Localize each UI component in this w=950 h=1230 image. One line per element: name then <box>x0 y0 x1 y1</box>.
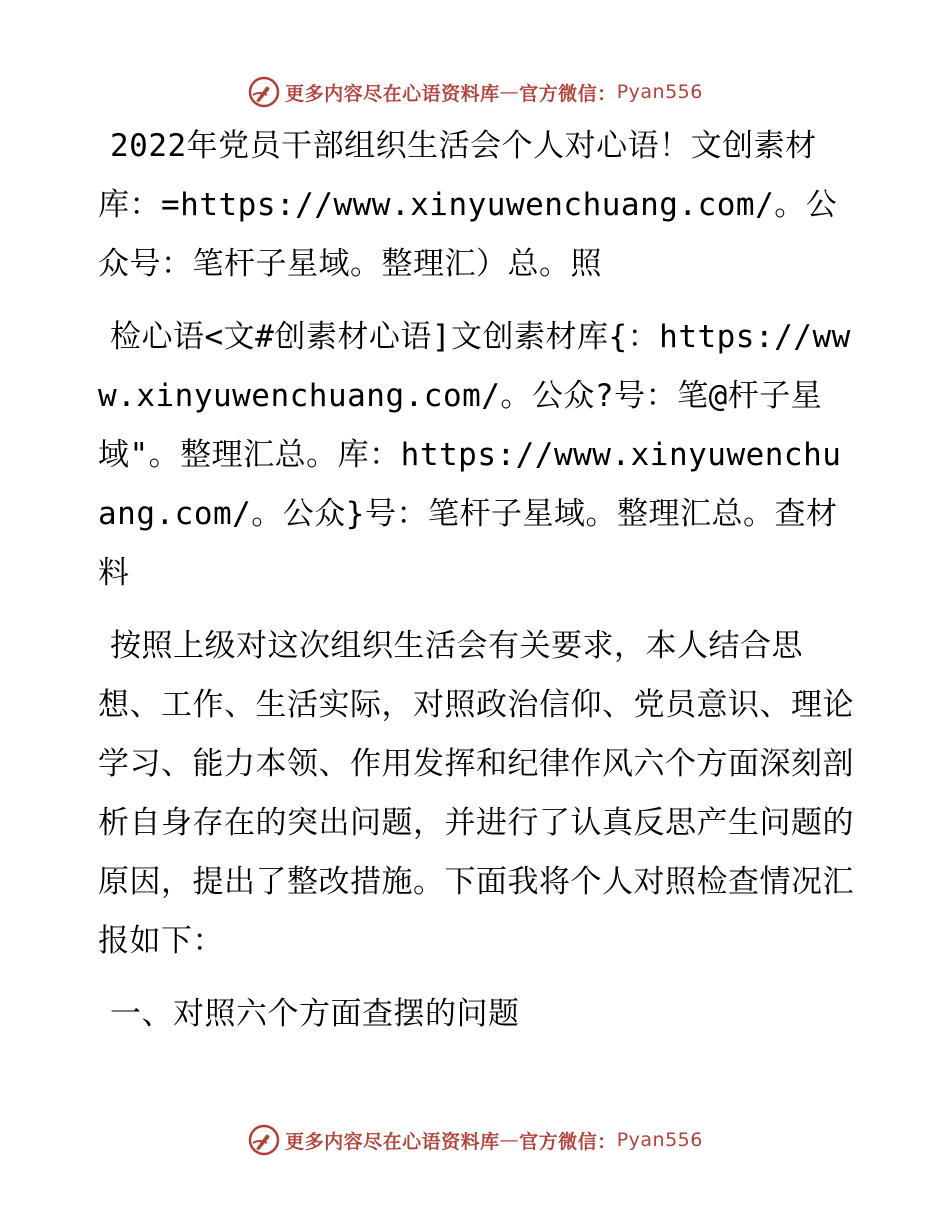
paragraph-notice: 检心语<文#创素材心语]文创素材库{：https://www.xinyuwenchuang.com/。公众?号：笔@杆子星域"。整理汇总。库：https://www.xinyuwenchuang.com/。公众}号：笔杆子星域。整理汇总。查材料 <box>98 319 851 591</box>
banner-main-text: 更多内容尽在心语资料库 <box>285 1130 500 1153</box>
banner-wechat-id: Pyan556 <box>616 81 703 103</box>
banner-wechat-label: 官方微信： <box>519 82 617 105</box>
paragraph-intro: 按照上级对这次组织生活会有关要求，本人结合思想、工作、生活实际，对照政治信仰、党员意识、理论学习、能力本领、作用发挥和纪律作风六个方面深刻剖析自身存在的突出问题，并进行了认真反思产生问题的原因，提出了整改措施。下面我将个人对照检查情况汇报如下： <box>98 628 854 959</box>
document-body <box>98 117 858 1044</box>
section-heading: 一、对照六个方面查摆的问题 <box>110 996 520 1032</box>
footer-banner <box>0 1120 950 1160</box>
header-banner <box>0 72 950 112</box>
pen-nib-logo-icon <box>247 75 281 109</box>
banner-separator: — <box>499 81 520 103</box>
banner-separator: — <box>499 1129 520 1151</box>
banner-wechat-id: Pyan556 <box>616 1129 703 1151</box>
banner-wechat-label: 官方微信： <box>519 1130 617 1153</box>
pen-nib-logo-icon <box>247 1123 281 1157</box>
banner-main-text: 更多内容尽在心语资料库 <box>285 82 500 105</box>
paragraph-title: 2022年党员干部组织生活会个人对心语！文创素材库：=https://www.xinyuwenchuang.com/。公众号：笔杆子星域。整理汇）总。照 <box>98 128 838 282</box>
